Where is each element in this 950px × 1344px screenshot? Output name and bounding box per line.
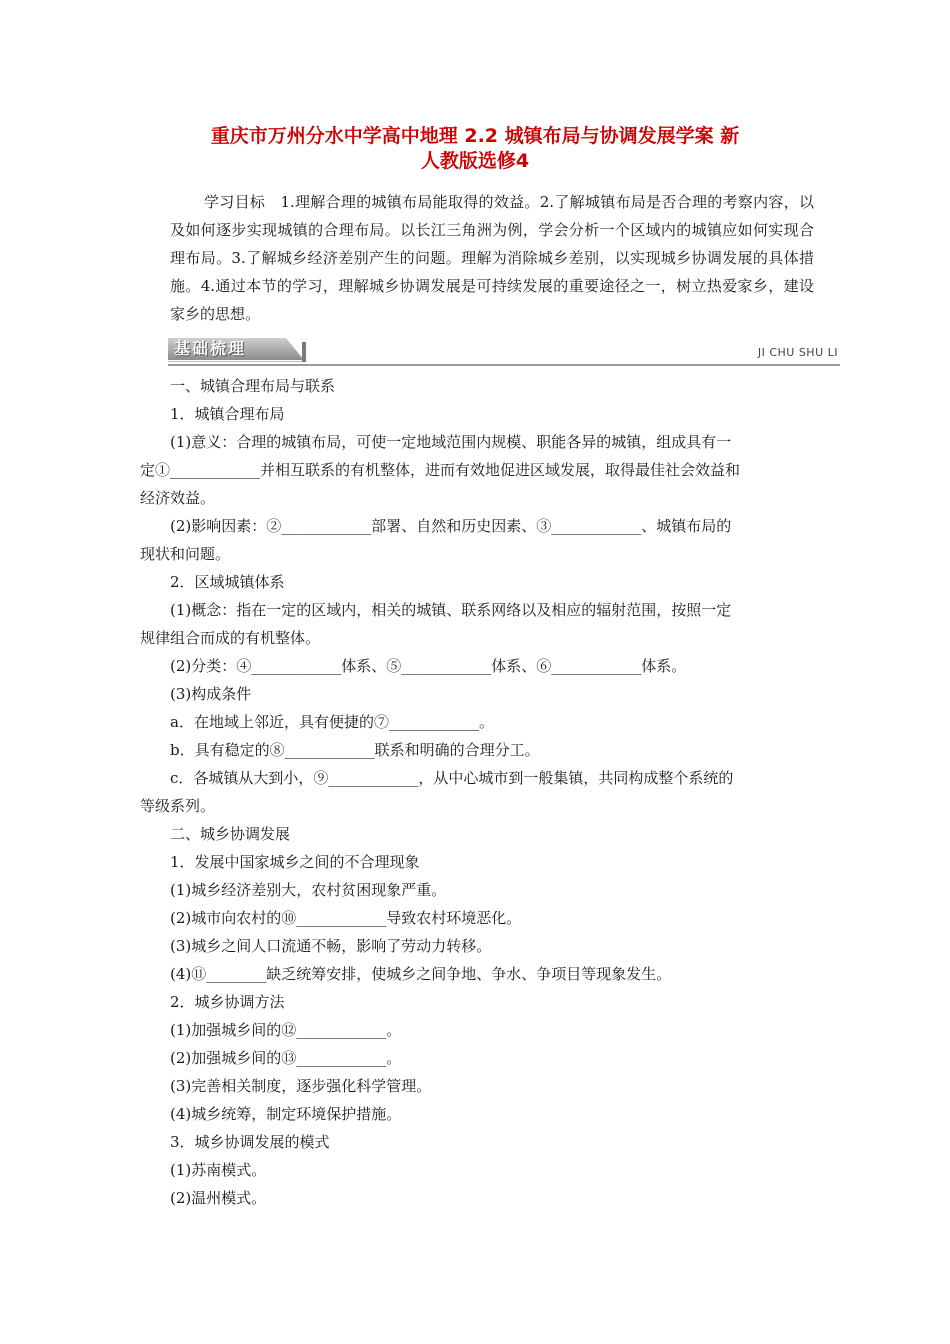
text-line: (2)城市向农村的⑩____________导致农村环境恶化。 [170, 909, 522, 927]
text-line: (3)构成条件 [170, 685, 252, 703]
text-line: (2)加强城乡间的⑬____________。 [170, 1049, 402, 1067]
banner-pinyin: JI CHU SHU LI [757, 346, 838, 359]
text-line: (4)城乡统筹，制定环境保护措施。 [170, 1105, 402, 1123]
text-line: (1)概念：指在一定的区域内，相关的城镇、联系网络以及相应的辐射范围，按照一定 [170, 601, 732, 619]
text-line: (2)温州模式。 [170, 1189, 267, 1207]
banner-rule [168, 364, 840, 366]
section-banner [168, 338, 840, 368]
document-title-line-1: 重庆市万州分水中学高中地理 2.2 城镇布局与协调发展学案 新 [210, 125, 740, 147]
text-line: b．具有稳定的⑧____________联系和明确的合理分工。 [170, 741, 540, 759]
heading-1: 1．发展中国家城乡之间的不合理现象 [170, 853, 420, 871]
text-line: 现状和问题。 [140, 545, 231, 563]
text-line: (4)⑪________缺乏统筹安排，使城乡之间争地、争水、争项目等现象发生。 [170, 965, 672, 983]
text-line: c．各城镇从大到小，⑨____________，从中心城市到一般集镇，共同构成整个系统的 [170, 769, 734, 787]
text-line: a．在地域上邻近，具有便捷的⑦____________。 [170, 713, 494, 731]
heading-2: 2．区域城镇体系 [170, 573, 285, 591]
banner-divider [302, 342, 306, 362]
heading-2: 2．城乡协调方法 [170, 993, 285, 1011]
text-line: 规律组合而成的有机整体。 [140, 629, 321, 647]
text-line: 等级系列。 [140, 797, 216, 815]
text-line: (1)苏南模式。 [170, 1161, 267, 1179]
text-line: (1)加强城乡间的⑫____________。 [170, 1021, 402, 1039]
text-line: 经济效益。 [140, 489, 216, 507]
heading-section-2: 二、城乡协调发展 [170, 825, 291, 843]
text-line: (1)城乡经济差别大，农村贫困现象严重。 [170, 881, 447, 899]
text-line: (3)完善相关制度，逐步强化科学管理。 [170, 1077, 432, 1095]
heading-1: 1．城镇合理布局 [170, 405, 285, 423]
text-line: (2)分类：④____________体系、⑤____________体系、⑥____________体系。 [170, 657, 687, 675]
text-line: (1)意义：合理的城镇布局，可使一定地域范围内规模、职能各异的城镇，组成具有一 [170, 433, 732, 451]
learning-objectives: 学习目标 1.理解合理的城镇布局能取得的效益。2.了解城镇布局是否合理的考察内容，以及如何逐步实现城镇的合理布局。以长江三角洲为例，学会分析一个区域内的城镇应如何实现合理布局。3.了解城乡经济差别产生的问题。理解为消除城乡差别，以实现城乡协调发展的具体措施。4.通过本节的学习，理解城乡协调发展是可持续发展的重要途径之一，树立热爱家乡，建设家乡的思想。 [170, 193, 814, 323]
text-line: 定①____________并相互联系的有机整体，进而有效地促进区域发展，取得最佳社会效益和 [140, 461, 741, 479]
document-title-line-2: 人教版选修4 [420, 150, 530, 172]
heading-section-1: 一、城镇合理布局与联系 [170, 377, 336, 395]
heading-3: 3．城乡协调发展的模式 [170, 1133, 330, 1151]
text-line: (2)影响因素：②____________部署、自然和历史因素、③____________、城镇布局的 [170, 517, 732, 535]
banner-label: 基础梳理 [174, 339, 247, 358]
banner-underline [168, 361, 302, 362]
text-line: (3)城乡之间人口流通不畅，影响了劳动力转移。 [170, 937, 492, 955]
